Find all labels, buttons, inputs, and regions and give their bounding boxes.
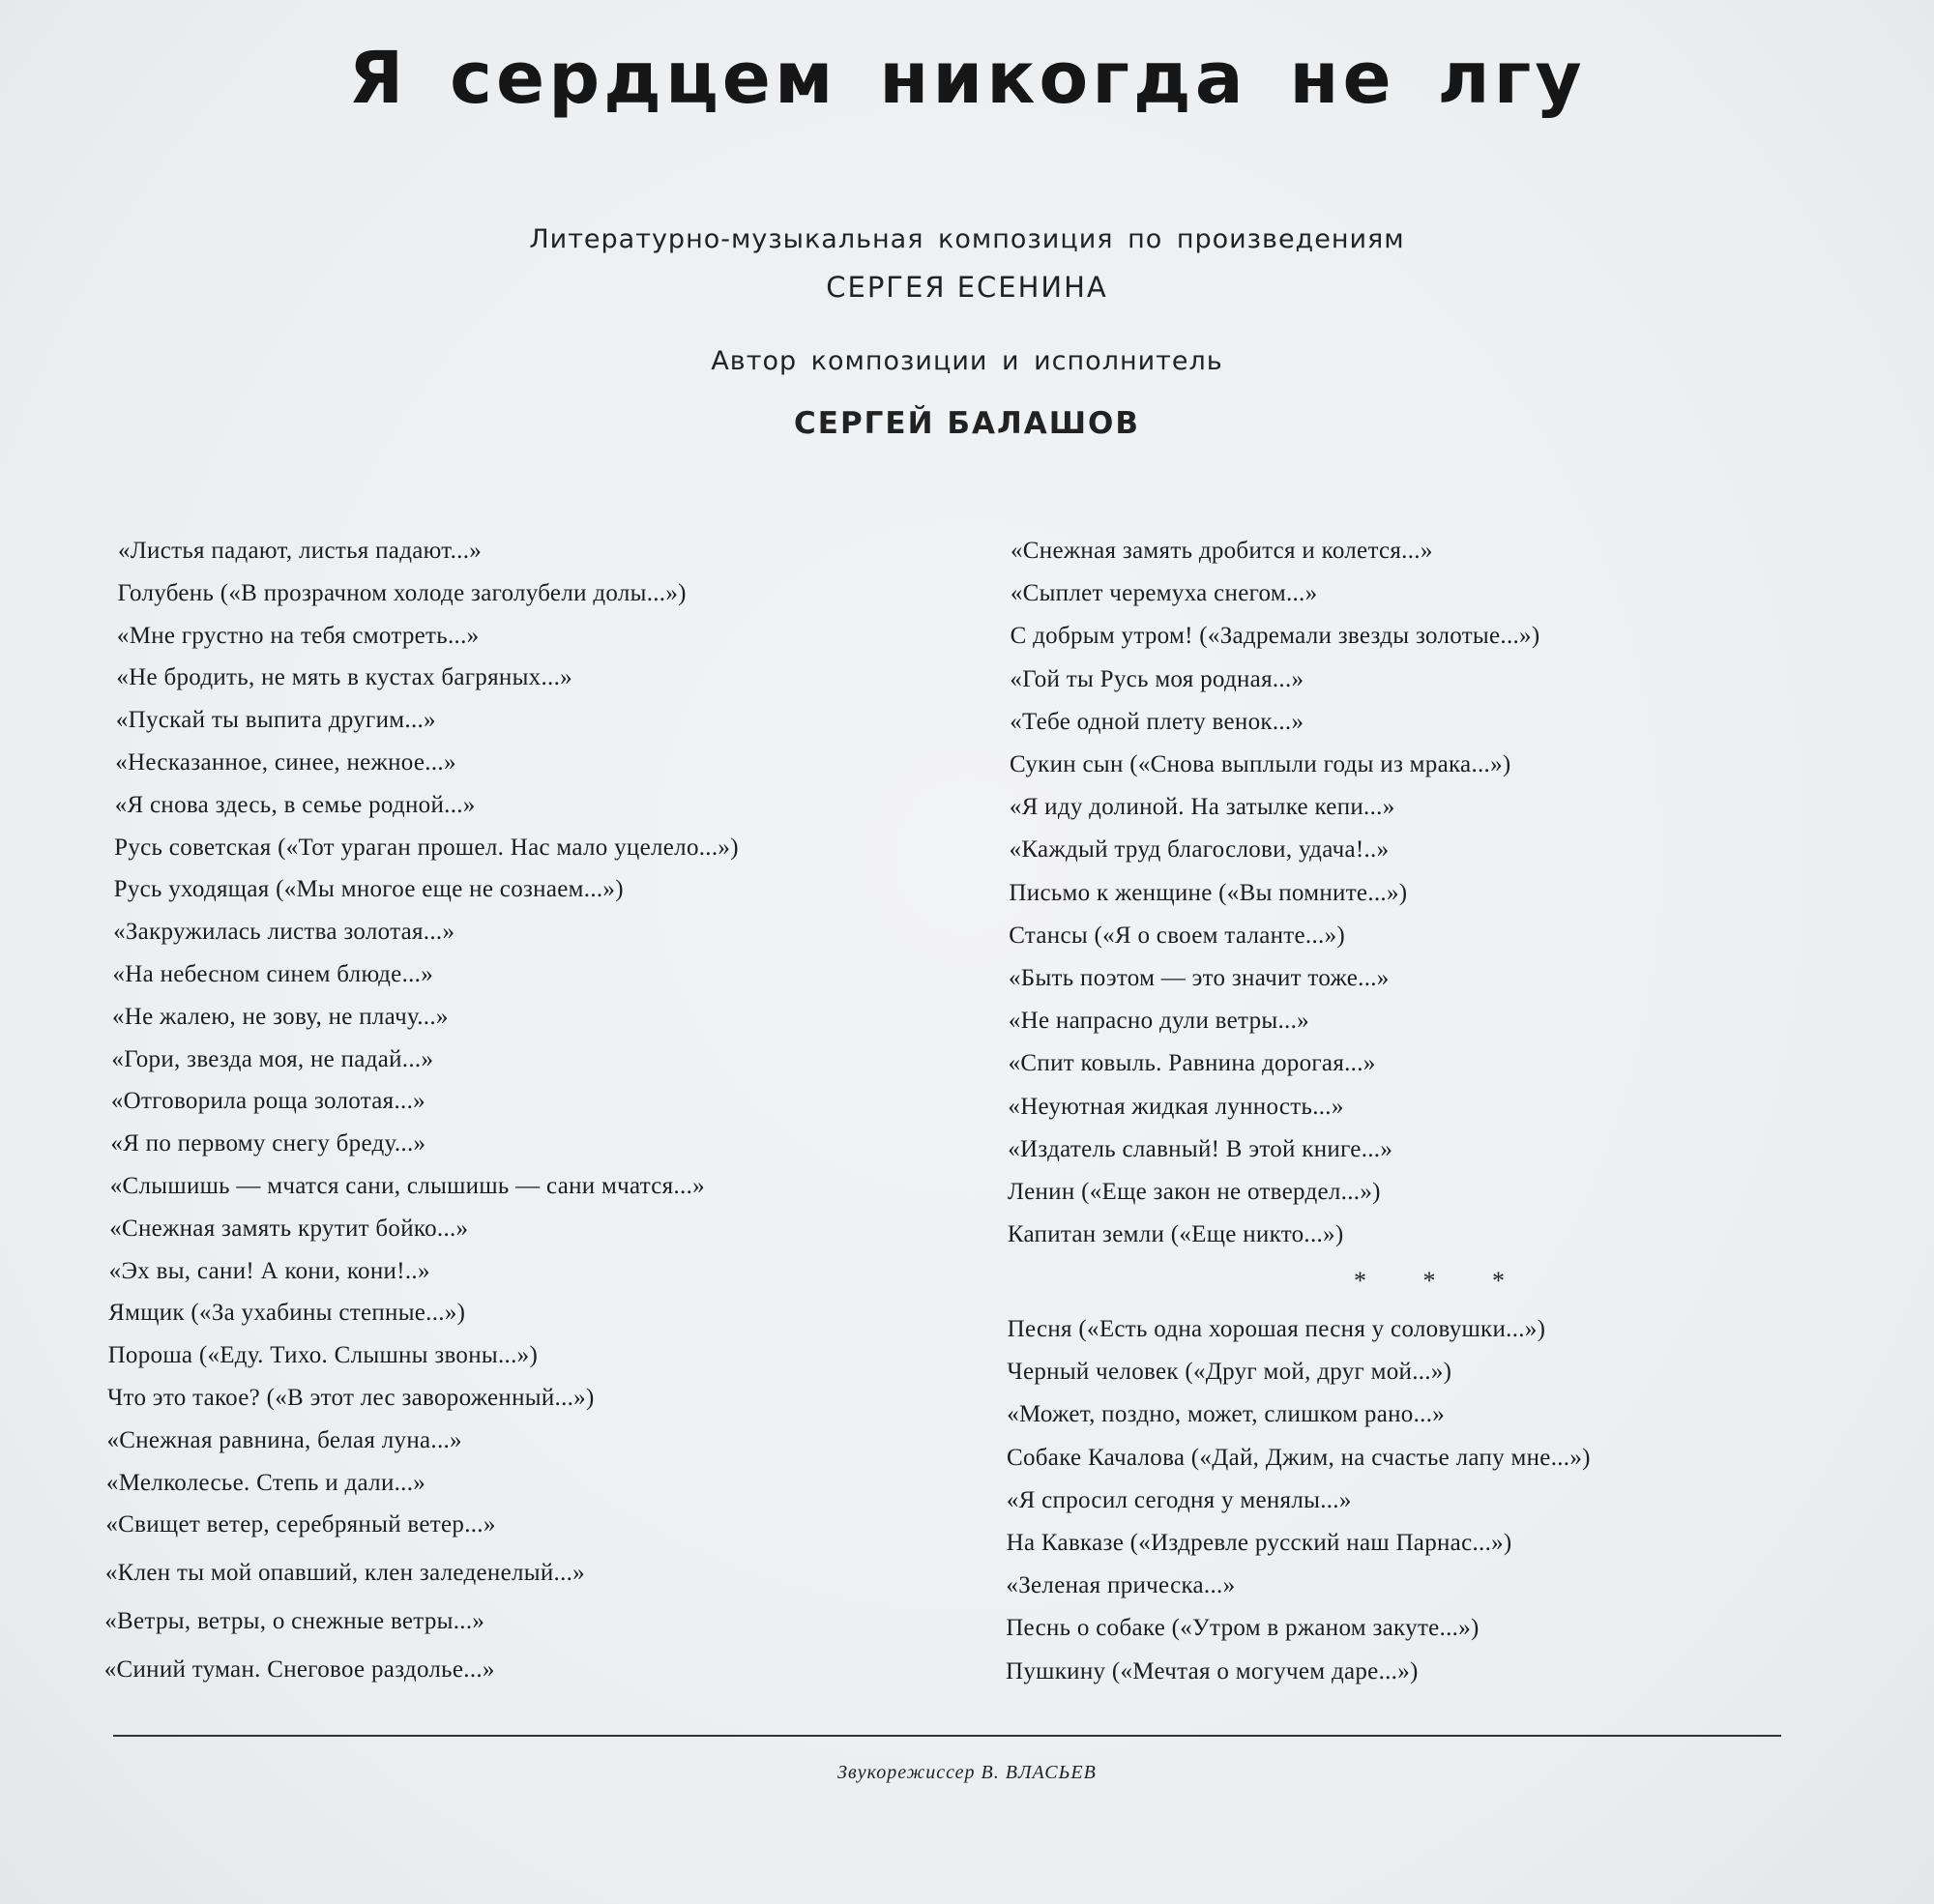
- track-item: «Пускай ты выпита другим...»: [115, 707, 436, 734]
- track-item: С добрым утром! («Задремали звезды золотые...»): [1010, 623, 1540, 650]
- track-item: Ленин («Еще закон не отвердел...»): [1008, 1179, 1381, 1205]
- track-item: Русь уходящая («Мы многое еще не сознаем...»): [113, 876, 624, 903]
- track-item: «Я иду долиной. На затылке кепи...»: [1009, 794, 1395, 821]
- track-item: «Каждый труд благослови, удача!..»: [1009, 836, 1390, 864]
- track-item: Песнь о собаке («Утром в ржаном закуте...»): [1006, 1615, 1480, 1642]
- track-item: «Эх вы, сани! А кони, кони!..»: [108, 1257, 430, 1284]
- track-item: «Издатель славный! В этой книге...»: [1008, 1135, 1393, 1162]
- track-item: «Может, поздно, может, слишком рано...»: [1007, 1401, 1446, 1428]
- poet-name: СЕРГЕЯ ЕСЕНИНА: [826, 271, 1108, 304]
- track-item: Голубень («В прозрачном холоде заголубели долы...»): [117, 579, 687, 606]
- track-item: «Отговорила роща золотая...»: [110, 1088, 425, 1115]
- track-item: «Не бродить, не мять в кустах багряных...»: [116, 664, 572, 691]
- track-item: Стансы («Я о своем таланте...»): [1009, 922, 1345, 949]
- track-item: Русь советская («Тот ураган прошел. Нас мало уцелело...»): [114, 834, 739, 861]
- track-item: «Тебе одной плету венок...»: [1010, 708, 1304, 735]
- track-item: «Не напрасно дули ветры...»: [1008, 1008, 1309, 1035]
- track-item: Что это такое? («В этот лес завороженный...»): [107, 1385, 595, 1411]
- track-item: «Мелколесье. Степь и дали...»: [105, 1469, 426, 1496]
- section-separator: * * *: [1354, 1267, 1530, 1295]
- track-item: «Закружилась листва золотая...»: [113, 919, 455, 946]
- subtitle: Литературно-музыкальная композиция по произведениям: [529, 224, 1405, 254]
- track-item: «Я снова здесь, в семье родной...»: [114, 791, 476, 818]
- track-item: «Снежная замять крутит бойко...»: [109, 1215, 469, 1242]
- track-item: «Гори, звезда моя, не падай...»: [111, 1045, 434, 1072]
- track-item: «Слышишь — мчатся сани, слышишь — сани мчатся...»: [109, 1173, 705, 1199]
- divider-line: [113, 1735, 1781, 1737]
- track-item: Песня («Есть одна хорошая песня у соловушки...»): [1007, 1316, 1546, 1342]
- track-item: Черный человек («Друг мой, друг мой...»): [1007, 1359, 1452, 1386]
- track-item: «Синий туман. Снеговое раздолье...»: [103, 1655, 495, 1683]
- track-item: Ямщик («За ухабины степные...»): [108, 1300, 466, 1327]
- track-item: «Не жалею, не зову, не плачу...»: [111, 1003, 449, 1030]
- track-item: «Снежная равнина, белая луна...»: [106, 1426, 462, 1453]
- track-item: Пороша («Еду. Тихо. Слышны звоны...»): [107, 1342, 539, 1369]
- track-item: «Свищет ветер, серебряный ветер...»: [105, 1511, 496, 1538]
- track-item: «Быть поэтом — это значит тоже...»: [1009, 965, 1390, 991]
- track-item: «Мне грустно на тебя смотреть...»: [116, 622, 480, 649]
- sound-engineer-credit: Звукорежиссер В. ВЛАСЬЕВ: [837, 1762, 1097, 1783]
- track-item: Письмо к женщине («Вы помните...»): [1009, 879, 1408, 906]
- track-item: «Я спросил сегодня у менялы...»: [1006, 1486, 1352, 1513]
- track-item: Собаке Качалова («Дай, Джим, на счастье лапу мне...»): [1007, 1444, 1591, 1471]
- track-item: «Сыплет черемуха снегом...»: [1010, 580, 1318, 607]
- track-item: Капитан земли («Еще никто...»): [1007, 1221, 1344, 1248]
- track-item: «Снежная замять дробится и колется...»: [1011, 538, 1433, 564]
- track-item: «Зеленая прическа...»: [1006, 1572, 1236, 1599]
- track-item: Пушкину («Мечтая о могучем даре...»): [1006, 1657, 1419, 1684]
- track-item: «Ветры, ветры, о снежные ветры...»: [104, 1608, 485, 1634]
- track-item: «Спит ковыль. Равнина дорогая...»: [1008, 1050, 1376, 1077]
- author-line: Автор композиции и исполнитель: [711, 346, 1223, 376]
- performer-name: СЕРГЕЙ БАЛАШОВ: [794, 406, 1140, 441]
- track-item: «Клен ты мой опавший, клен заледенелый...»: [104, 1560, 585, 1587]
- track-item: «Гой ты Русь моя родная...»: [1010, 665, 1304, 692]
- track-item: «На небесном синем блюде...»: [112, 961, 434, 987]
- track-item: Сукин сын («Снова выплыли годы из мрака...»): [1010, 751, 1511, 777]
- track-item: «Я по первому снегу бреду...»: [110, 1130, 426, 1157]
- track-item: «Листья падают, листья падают...»: [118, 538, 483, 564]
- track-item: «Неуютная жидкая лунность...»: [1008, 1093, 1344, 1120]
- track-item: На Кавказе («Издревле русский наш Парнас...»): [1006, 1530, 1512, 1556]
- track-item: «Несказанное, синее, нежное...»: [115, 749, 456, 776]
- album-title: Я сердцем никогда не лгу: [348, 37, 1586, 120]
